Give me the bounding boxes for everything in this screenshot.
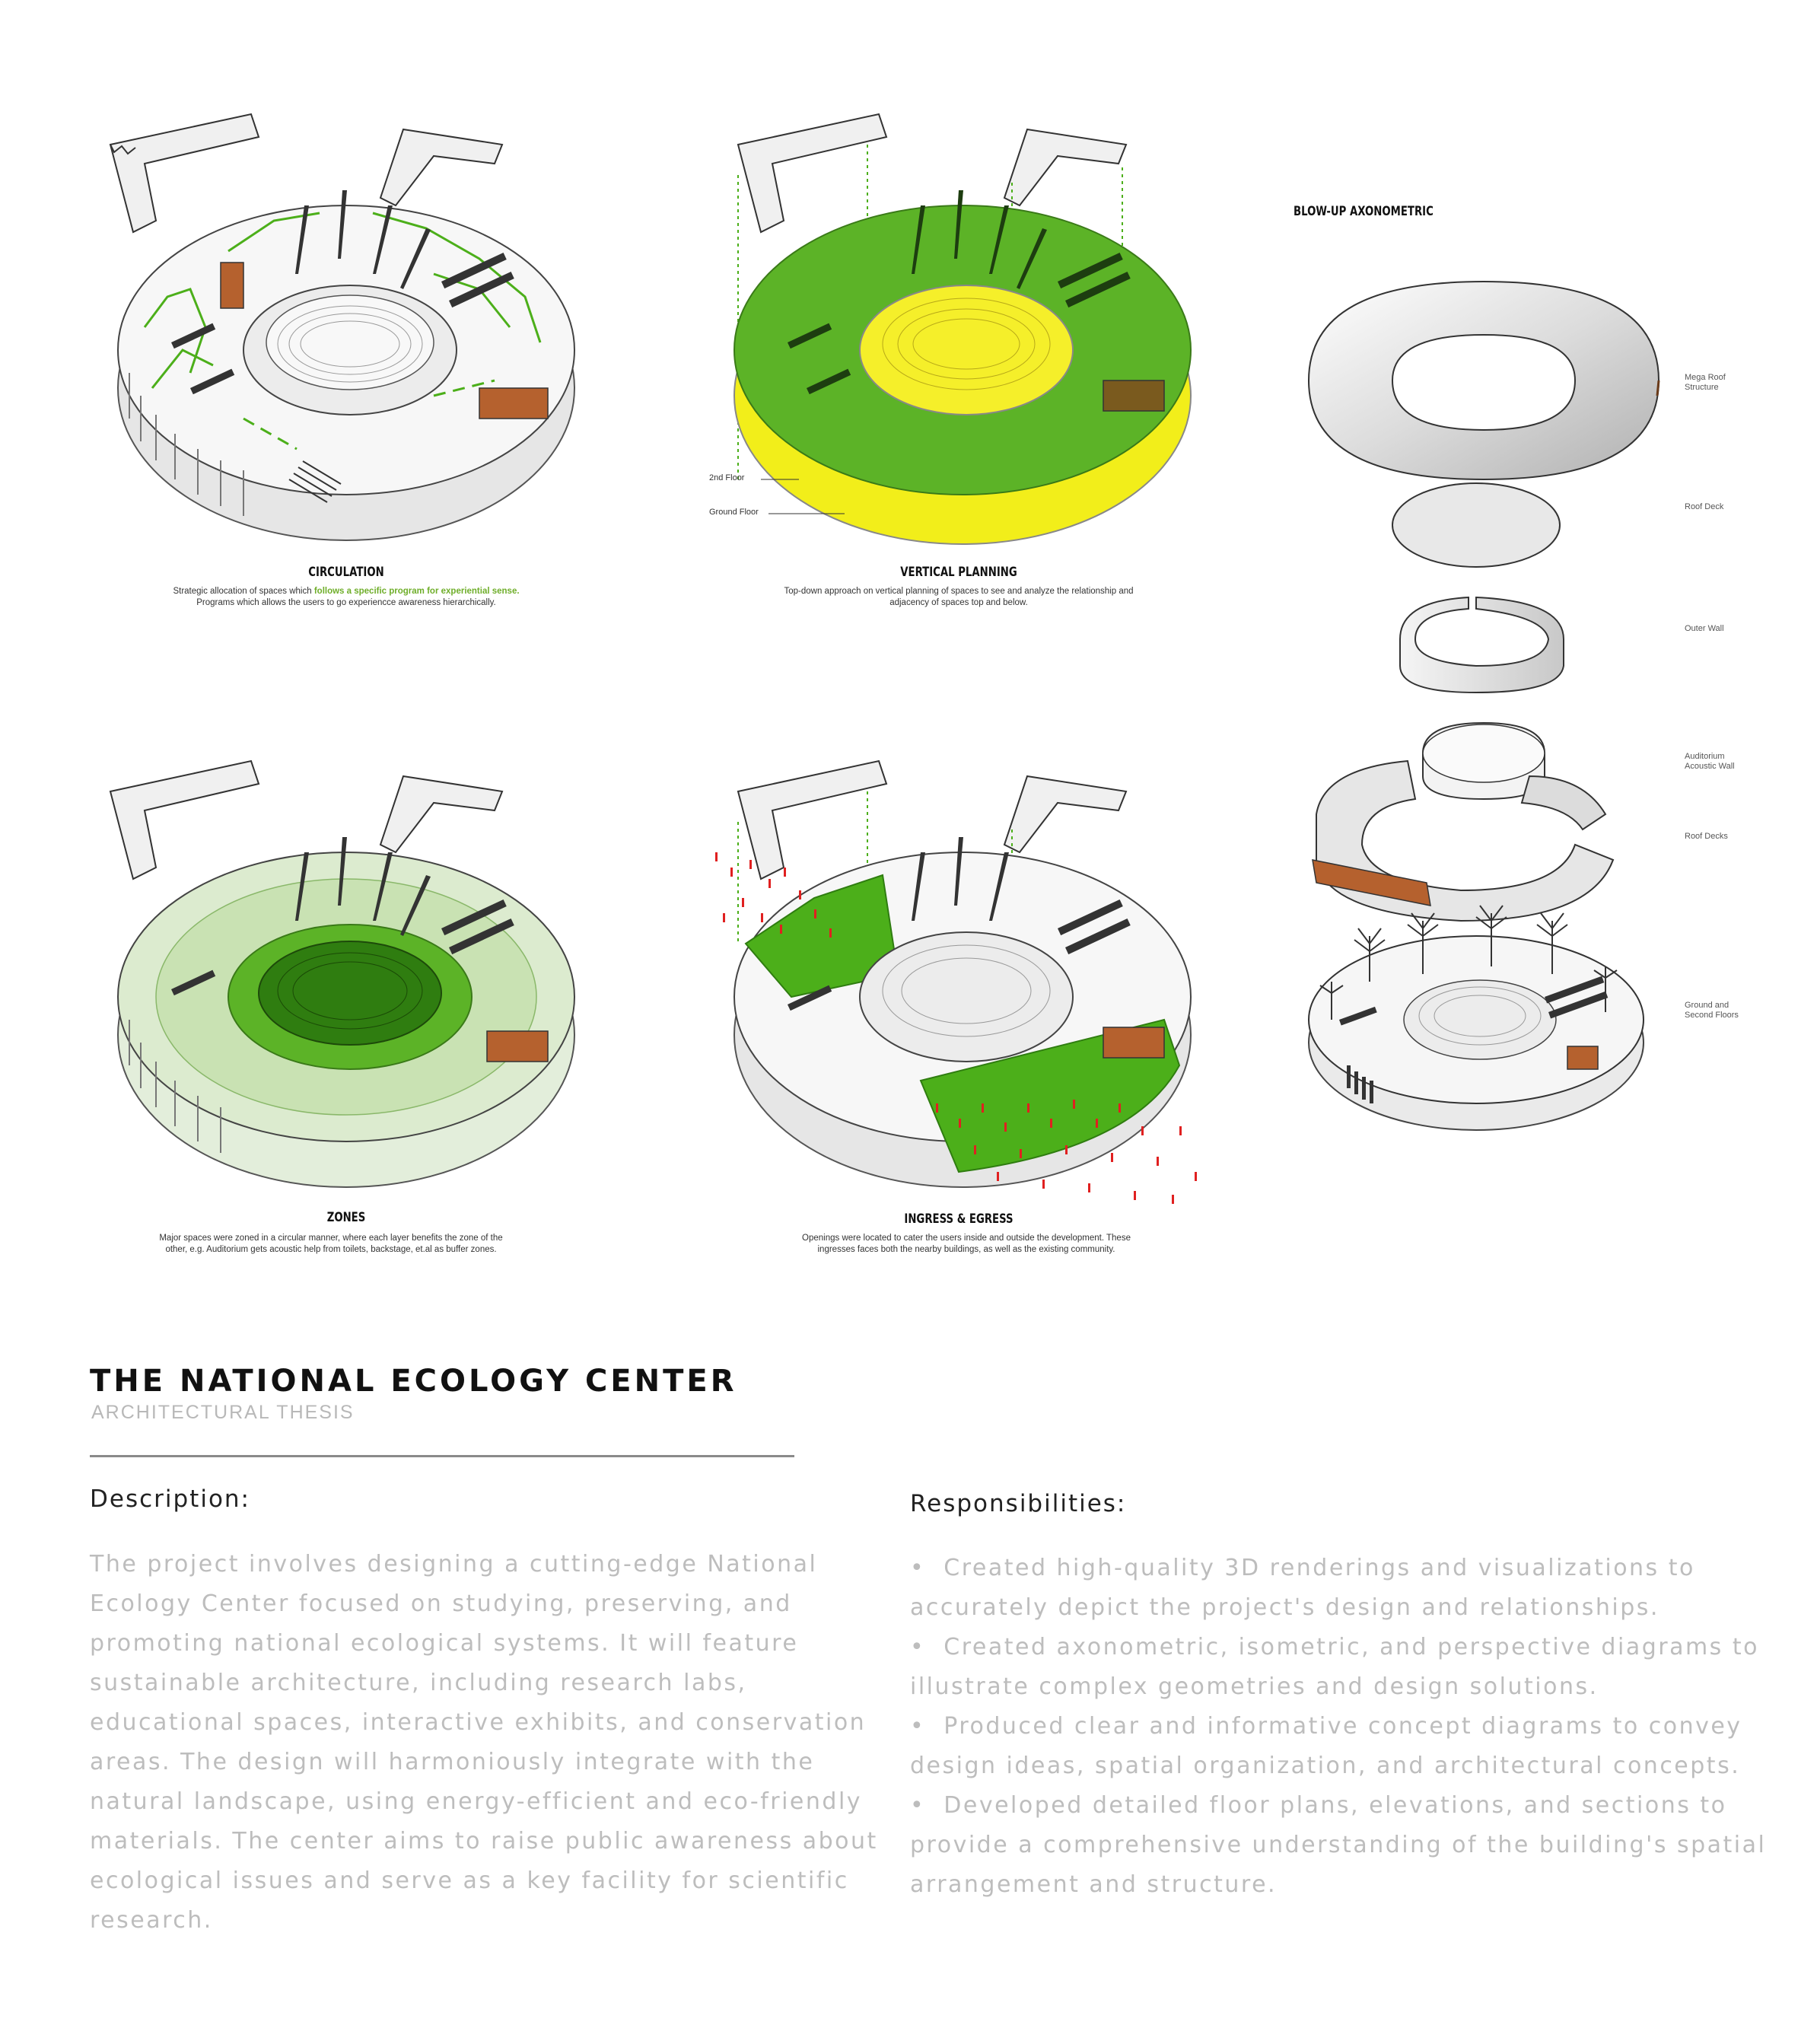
- project-title: THE NATIONAL ECOLOGY CENTER: [90, 1364, 737, 1399]
- circulation-diagram: [99, 99, 593, 607]
- circulation-caption-post: Programs which allows the users to go experiencce awareness hierarchically.: [196, 598, 496, 607]
- zones-diagram: [99, 746, 593, 1225]
- circulation-caption: [167, 586, 525, 609]
- circulation-caption-pre: Strategic allocation of spaces which: [173, 587, 314, 596]
- ground-floor-label: Ground Floor: [709, 508, 759, 517]
- responsibility-item: • Produced clear and informative concept diagrams to convey design ideas, spatial organization, and architectural concepts.: [910, 1713, 1742, 1779]
- label-auditorium-acoustic-wall: Auditorium Acoustic Wall: [1685, 752, 1735, 771]
- vertical-planning-diagram: [708, 99, 1210, 607]
- second-floor-label: 2nd Floor: [709, 473, 745, 482]
- vertical-planning-title: VERTICAL PLANNING: [900, 565, 1017, 580]
- title-divider: [90, 1455, 794, 1457]
- label-mega-roof: Mega Roof Structure: [1685, 373, 1726, 392]
- circulation-caption-highlight: follows a specific program for experiential sense.: [313, 587, 520, 596]
- circulation-title: CIRCULATION: [308, 565, 384, 580]
- ingress-egress-title: INGRESS & EGRESS: [904, 1211, 1014, 1227]
- label-roof-deck: Roof Deck: [1685, 502, 1724, 511]
- label-outer-wall: Outer Wall: [1685, 624, 1724, 633]
- zones-title: ZONES: [326, 1210, 366, 1225]
- blowup-title: BLOW-UP AXONOMETRIC: [1294, 204, 1434, 219]
- label-ground-second-floors: Ground and Second Floors: [1685, 1001, 1739, 1020]
- project-subtitle: ARCHITECTURAL THESIS: [91, 1402, 355, 1423]
- responsibility-item: • Created axonometric, isometric, and perspective diagrams to illustrate complex geometries and design solutions.: [910, 1634, 1759, 1700]
- label-roof-decks: Roof Decks: [1685, 832, 1728, 841]
- responsibility-item: • Developed detailed floor plans, elevations, and sections to provide a comprehensive understanding of the building's spatial arrangement and structure.: [910, 1792, 1767, 1898]
- responsibilities-heading: Responsibilities:: [910, 1490, 1127, 1517]
- description-text: The project involves designing a cutting-edge National Ecology Center focused on studying, preserving, and promoting national ecological systems. It will feature sustainable architecture, including research labs, educational spaces, interactive exhibits, and conservation areas. The design will harmoniously integrate with the natural landscape, using energy-efficient and eco-friendly materials. The center aims to raise public awareness about ecological issues and serve as a key facility for scientific research.: [90, 1551, 878, 1934]
- zones-caption: Major spaces were zoned in a circular manner, where each layer benefits the zone of the other, e.g. Auditorium gets acoustic help from toilets, backstage, et.al as buffer zones.: [159, 1234, 503, 1254]
- description-heading: Description:: [90, 1485, 250, 1513]
- ingress-egress-caption: Openings were located to cater the users inside and outside the development. These ingresses faces both the nearby buildings, as well as the existing community.: [802, 1234, 1131, 1254]
- responsibilities-list: [910, 1549, 1770, 1905]
- ingress-egress-diagram: [708, 746, 1210, 1227]
- vertical-planning-caption: Top-down approach on vertical planning of spaces to see and analyze the relationship and adjacency of spaces top and below.: [784, 587, 1134, 607]
- responsibility-item: • Created high-quality 3D renderings and visualizations to accurately depict the project's design and relationships.: [910, 1555, 1695, 1621]
- blowup-axonometric-diagram: [1294, 251, 1682, 1149]
